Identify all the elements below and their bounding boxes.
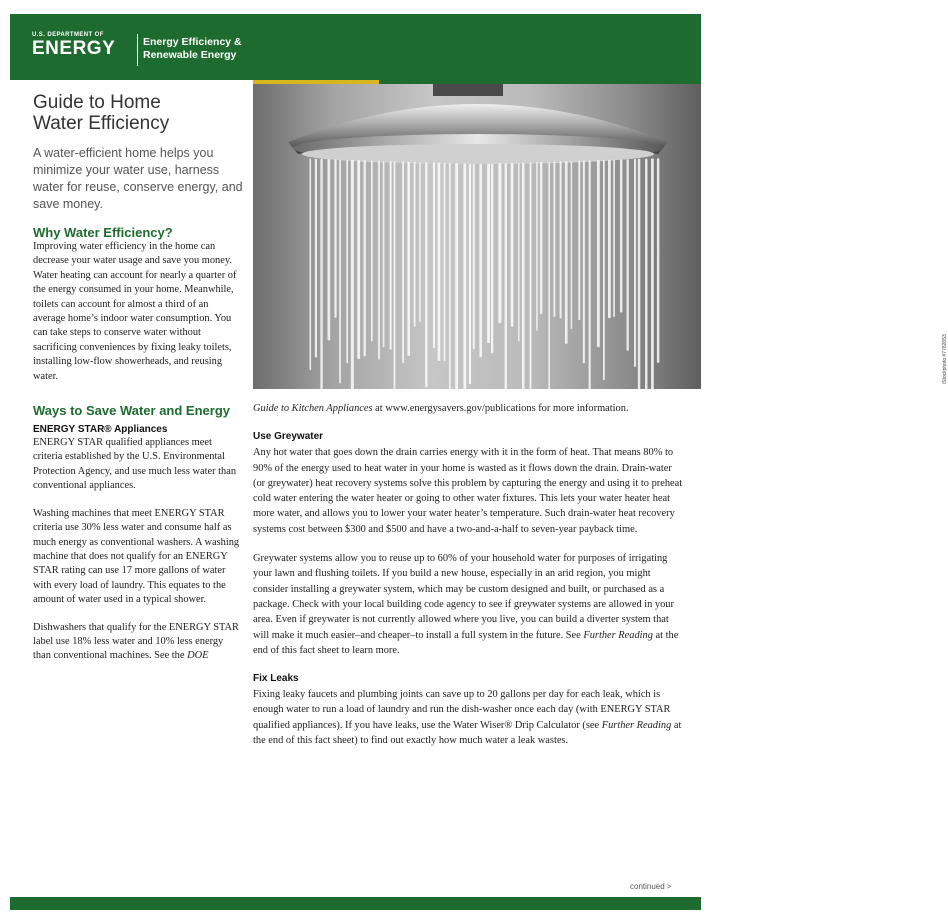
water-stream xyxy=(522,163,525,391)
continued-paragraph xyxy=(253,401,683,416)
water-stream xyxy=(449,163,451,395)
water-stream xyxy=(505,163,507,409)
water-stream xyxy=(438,163,441,361)
water-stream xyxy=(444,163,446,361)
water-stream xyxy=(346,160,348,364)
water-stream xyxy=(371,161,373,342)
dishwasher-paragraph xyxy=(33,621,243,664)
water-stream xyxy=(419,162,421,322)
water-stream xyxy=(565,161,568,344)
water-stream xyxy=(473,164,475,350)
water-stream xyxy=(536,162,538,331)
greywater-p2-start: Greywater systems allow you to reuse up to 60% of your household water for purposes of irrigating your lawn and flushing toilets. If you build a new house, especially in an arid region, you might consider installing a greywater system, which may be custom designed and built, or purchased as a package. Check with your local building code agency to see if greywater systems are allowed in your area. Even if greywater is not currently allowed where you live, you can build a diverter system that will make it much easier–and cheaper–to install a full system in the future. See xyxy=(253,553,674,641)
water-stream xyxy=(613,160,615,318)
water-stream xyxy=(518,163,519,342)
fix-leaks-heading: Fix Leaks xyxy=(253,673,299,685)
water-stream xyxy=(571,161,572,329)
water-stream xyxy=(491,164,493,354)
water-stream xyxy=(351,160,354,413)
water-stream xyxy=(383,161,385,347)
fix-leaks-paragraph xyxy=(253,687,683,748)
water-stream xyxy=(378,161,380,360)
water-stream xyxy=(479,164,482,357)
right-column xyxy=(253,401,683,748)
page-title xyxy=(33,92,243,134)
water-stream xyxy=(463,164,466,416)
water-stream xyxy=(455,163,458,397)
water-stream xyxy=(560,161,562,318)
water-stream xyxy=(407,162,410,356)
water-stream xyxy=(320,159,322,406)
greywater-paragraph-1: Any hot water that goes down the drain carries energy with it in the form of heat. That means 80% to 90% of the energy used to heat water in your home is wasted as it flows down the drain. Drain-water (or greywater) heat recovery systems solve this problem by capturing the energy and using it to preheat cold water entering the water heater or going to other water fixtures. This lets your water heater heat more water, and allows you to lower your water heater’s temperature. Such drain-water heat recovery systems cost between $300 and $500 and have a two-and-a-half to seven-year payback time. xyxy=(253,447,683,535)
header-divider xyxy=(137,34,138,66)
further-reading-ref-2: Further Reading xyxy=(601,719,672,731)
agency-small-text: U.S. DEPARTMENT OF xyxy=(32,32,104,38)
greywater-paragraph-2 xyxy=(253,551,683,658)
water-stream xyxy=(469,164,471,384)
water-stream xyxy=(414,162,416,327)
leaks-p1-start: Fixing leaky faucets and plumbing joints can save up to 20 gallons per day for each leak, which is enough water to run a load of laundry and run the dish-washer once each day (with ENERGY STAR qualified appliances). If you have leaks, use the Water Wiser® Drip Calculator (see xyxy=(253,689,671,731)
title-line-1: Guide to Home xyxy=(33,92,161,113)
water-stream xyxy=(578,161,580,321)
water-stream xyxy=(651,158,654,414)
continued-label: continued > xyxy=(630,882,672,891)
water-stream xyxy=(390,161,392,350)
water-stream xyxy=(657,158,660,363)
water-stream xyxy=(589,160,591,393)
water-stream xyxy=(328,159,331,340)
water-stream xyxy=(425,162,427,387)
water-stream xyxy=(540,162,542,314)
water-stream xyxy=(608,160,611,318)
water-stream xyxy=(402,162,404,364)
water-stream xyxy=(548,162,550,405)
water-stream xyxy=(554,162,556,318)
continued-text: at www.energysavers.gov/publications for more information. xyxy=(372,403,629,414)
water-stream xyxy=(597,160,600,347)
greywater-p2-end: at the end of this fact sheet to learn more. xyxy=(253,629,679,656)
agency-big-text: ENERGY xyxy=(32,38,116,59)
washing-machine-paragraph: Washing machines that meet ENERGY STAR criteria use 30% less water and consume half as much energy as conventional washers. A washing machine that does not qualify for an ENERGY STAR rating can use 17 more gallons of water with every load of laundry. This equates to the amount of water used in a typical shower. xyxy=(33,507,240,606)
water-stream xyxy=(583,161,585,364)
dishwasher-text: Dishwashers that qualify for the ENERGY STAR label use 18% less water and 10% less energy than conventional machines. See the xyxy=(33,621,239,662)
office-line-2: Renewable Energy xyxy=(143,49,237,61)
doe-link-text: DOE xyxy=(187,650,209,662)
water-stream xyxy=(645,159,648,409)
kitchen-guide-title: Guide to Kitchen Appliances xyxy=(253,403,373,414)
left-column xyxy=(33,92,243,664)
intro-text: A water-efficient home helps you minimize your water use, harness water for reuse, conserve energy, and save money. xyxy=(33,146,243,211)
water-stream xyxy=(638,159,641,408)
why-heading: Why Water Efficiency? xyxy=(33,225,173,240)
water-stream xyxy=(357,160,360,359)
further-reading-ref-1: Further Reading xyxy=(583,629,653,641)
water-stream xyxy=(530,162,532,408)
header-banner xyxy=(10,14,701,80)
water-stream xyxy=(620,159,622,312)
energy-star-paragraph-1: ENERGY STAR qualified appliances meet criteria established by the U.S. Environmental Protection Agency, and use much less water than conventional appliances. xyxy=(33,437,237,492)
title-line-2: Water Efficiency xyxy=(33,113,170,134)
showerhead-photo xyxy=(253,84,948,389)
office-line-1: Energy Efficiency & xyxy=(143,36,242,48)
ways-heading: Ways to Save Water and Energy xyxy=(33,403,230,419)
water-stream xyxy=(603,160,605,380)
office-name xyxy=(143,36,242,62)
water-stream xyxy=(498,163,501,323)
leaks-p1-end: at the end of this fact sheet) to find out exactly how much water a leak wastes. xyxy=(253,719,682,747)
water-stream xyxy=(487,164,490,343)
water-stream xyxy=(339,160,341,384)
water-stream xyxy=(433,163,435,349)
water-stream xyxy=(310,159,312,371)
water-stream xyxy=(364,160,366,356)
water-stream xyxy=(334,159,336,317)
why-paragraph: Improving water efficiency in the home can decrease your water usage and save you money. Water heating can account for nearly a quarter of the energy consumed in your home. Meanwhile, toilets can account for almost a third of an average home’s indoor water consumption. You can take steps to conserve water without sacrificing conveniences by fixing leaky toilets, installing low-flow showerheads, and reusing water. xyxy=(33,241,237,382)
water-stream xyxy=(627,159,629,351)
water-stream xyxy=(634,159,636,367)
water-stream xyxy=(511,163,514,327)
showerhead-illustration xyxy=(253,84,701,389)
photo-credit: iStockphoto #7782653 xyxy=(942,334,948,384)
water-stream xyxy=(315,159,317,358)
water-stream xyxy=(394,161,396,413)
energy-star-heading: ENERGY STAR® Appliances xyxy=(33,424,168,436)
greywater-heading: Use Greywater xyxy=(253,431,324,443)
footer-bar xyxy=(10,897,701,910)
doe-logo xyxy=(32,32,115,58)
